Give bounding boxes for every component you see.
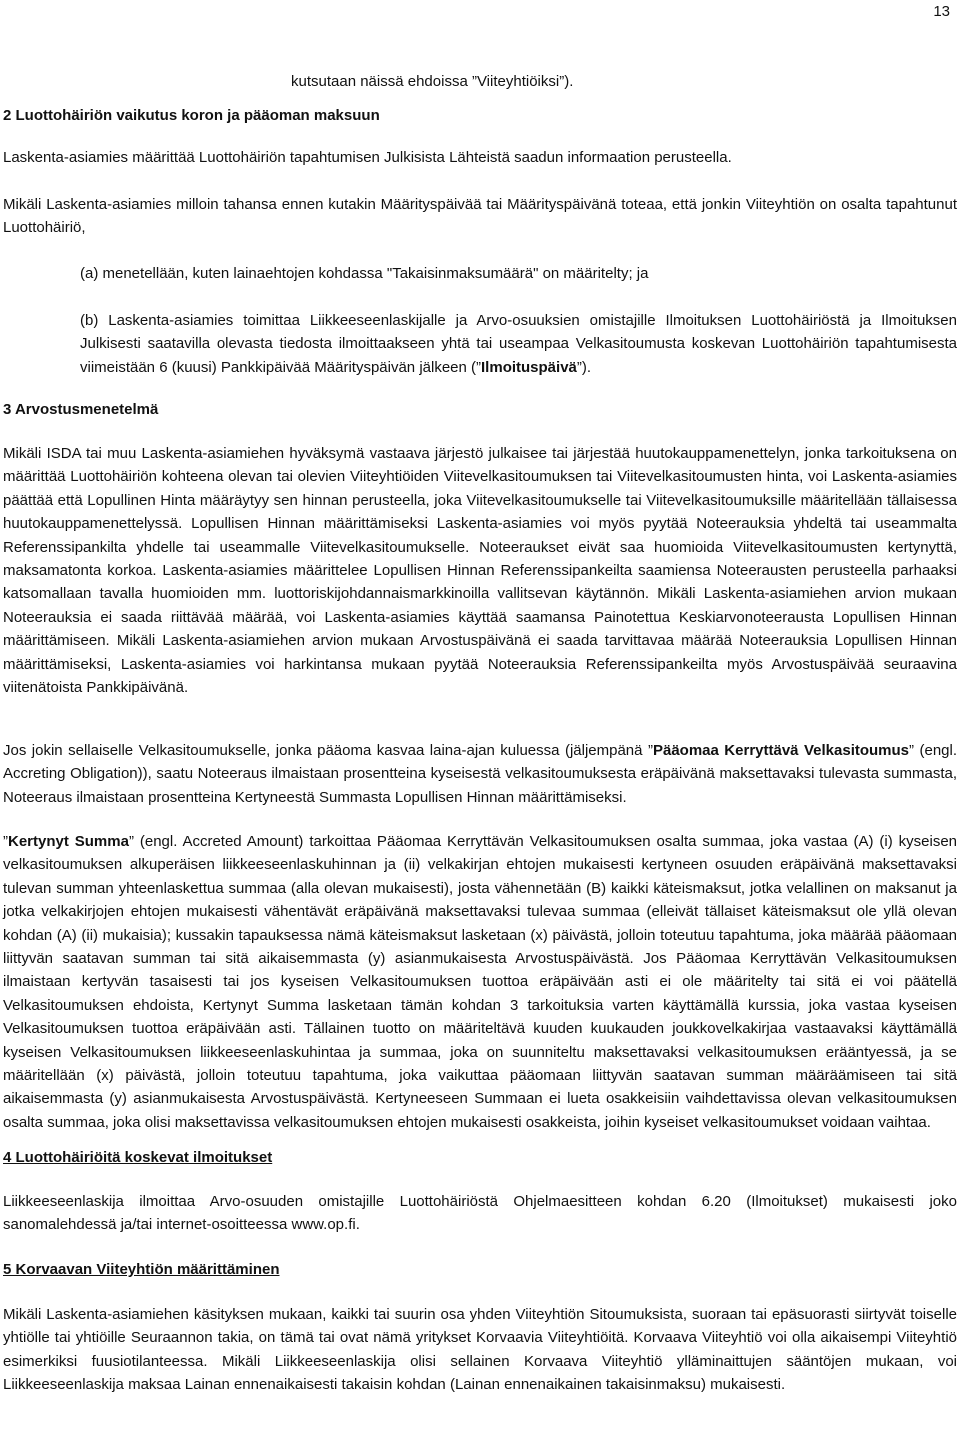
- page-number: 13: [933, 3, 950, 20]
- section-4-heading: 4 Luottohäiriöitä koskevat ilmoitukset: [3, 1149, 273, 1166]
- section-4-paragraph-1: Liikkeeseenlaskija ilmoittaa Arvo-osuuden omistajille Luottohäiriöstä Ohjelmaesitteen kohdan 6.20 (Ilmoitukset) mukaisesti joko sanomalehdessä ja/tai internet-osoitteessa www.op.fi.: [3, 1193, 957, 1234]
- section-2-item-a: (a) menetellään, kuten lainaehtojen kohdassa "Takaisinmaksumäärä" on määritelty; ja: [80, 265, 649, 282]
- kertynyt-summa-term: Kertynyt Summa: [8, 833, 129, 850]
- section-2-heading: 2 Luottohäiriön vaikutus koron ja pääoman maksuun: [3, 107, 380, 124]
- section-3-paragraph-1: Mikäli ISDA tai muu Laskenta-asiamiehen hyväksymä vastaava järjestö julkaisee tai järjestää huutokauppamenettelyn, jonka tarkoituksena on määrittää Luottohäiriön kohteena olevan tai olevien Viiteyhtiöiden Viitevelkasitoumuksen tai Viitevelkasitoumusten hinta, voi Laskenta-asiamies päättää että Lopullinen Hinta määräytyy sen hinnan perusteella, joka Viitevelkasitoumukselle tai Viitevelkasitoumuksille määritellään tällaisessa huutokauppamenettelyssä. Lopullisen Hinnan määrittämiseksi Laskenta-asiamies voi myös pyytää Noteerauksia yhdeltä tai useammalta Referenssipankilta yhdelle tai useammalle Viitevelkasitoumukselle. Noteeraukset eivät saa huomioida Viitevelkasitoumusten kertynyttä, maksamatonta korkoa. Laskenta-asiamies määrittelee Lopullisen Hinnan Referenssipankeilta saamiensa Noteerausten perusteella parhaaksi katsomallaan tavalla huomioiden mm. luottoriskijohdannaismarkkinoilla vallitsevan käytännön. Mikäli Laskenta-asiamiehen arvion mukaan Noteerauksia ei saada riittävää määrää, voi Laskenta-asiamies käyttää saamansa Painotettua Keskiarvonoteerausta Lopullisen Hinnan määrittämiseen. Mikäli Laskenta-asiamiehen arvion mukaan Arvostuspäivänä ei saada tarvittavaa määrää Noteerauksia Lopullisen Hinnan määrittämiseksi, Laskenta-asiamies voi harkintansa mukaan pyytää Noteerauksia Referenssipankeilta myös Arvostuspäivää seuraavina viitenätoista Pankkipäivänä.: [3, 445, 957, 697]
- paaomaa-kerryttava-term: Pääomaa Kerryttävä Velkasitoumus: [652, 742, 910, 759]
- section-2-item-b: (b) Laskenta-asiamies toimittaa Liikkeeseenlaskijalle ja Arvo-osuuksien omistajille Ilmoituksen Luottohäiriöstä ja Ilmoituksen Julkisesti saatavilla olevasta tiedosta ilmoittaakseen yhtä tai useampaa Velkasitoumusta koskevan Luottohäiriön tapahtumisesta viimeistään 6 (kuusi) Pankkipäivää Määrityspäivän jälkeen (”Ilmoituspäivä”).: [80, 312, 957, 376]
- section-3-paragraph-2: Jos jokin sellaiselle Velkasitoumukselle, jonka pääoma kasvaa laina-ajan kuluessa (jäljempänä ”Pääomaa Kerryttävä Velkasitoumus” (engl. Accreting Obligation)), saatu Noteeraus ilmaistaan prosentteina kyseisestä velkasitoumuksesta eräpäivänä maksettavaksi tulevasta summasta, Noteeraus ilmaistaan prosentteina Kertyneestä Summasta Lopullisen Hinnan määrittämiseksi.: [3, 742, 958, 806]
- top-fragment: kutsutaan näissä ehdoissa ”Viiteyhtiöiksi”).: [291, 73, 574, 90]
- section-2-paragraph-2: Mikäli Laskenta-asiamies milloin tahansa ennen kutakin Määrityspäivää tai Määrityspäivänä toteaa, että jonkin Viiteyhtiön on osalta tapahtunut Luottohäiriö,: [3, 196, 957, 237]
- section-3-heading: 3 Arvostusmenetelmä: [3, 401, 159, 418]
- section-5-heading: 5 Korvaavan Viiteyhtiön määrittäminen: [3, 1261, 280, 1278]
- ilmoituspaiva-term: Ilmoituspäivä: [481, 358, 577, 376]
- section-2-paragraph-1: Laskenta-asiamies määrittää Luottohäiriön tapahtumisen Julkisista Lähteistä saadun informaation perusteella.: [3, 149, 732, 166]
- section-3-paragraph-3: ”Kertynyt Summa” (engl. Accreted Amount) tarkoittaa Pääomaa Kerryttävän Velkasitoumuksen osalta summaa, joka vastaa (A) (i) kyseisen velkasitoumuksen alkuperäisen liikkeeseenlaskuhinnan ja (ii) velkakirjan ehtojen mukaisesti kertyneen osuuden eräpäivänä maksettavaksi tulevan summan yhteenlaskettua summaa (alla olevan mukaisesti), josta vähennetään (B) kaikki käteismaksut, jotka velallinen on maksanut ja jotka velkakirjojen ehtojen mukaisesti vähentävät eräpäivänä maksettavaksi tulevaa summaa (elleivät tällaiset käteismaksut ole yllä olevan kohdan (A) (ii) mukaisia); kussakin tapauksessa nämä käteismaksut lasketaan (x) päivästä, jolloin toteutuu tapahtuma, joka määrää pääomaan liittyvän saatavan summan tai sitä aikaisemmasta (y) asianmukaisesta Arvostuspäivästä. Jos Pääomaa Kerryttävän Velkasitoumuksen ilmaistaan kertyvän tasaisesti tai jos kyseisen Velkasitoumuksen tuottoa eräpäivään asti ei ole määritelty tai sitä ei voi päätellä Velkasitoumuksen ehdoista, Kertynyt Summa lasketaan tämän kohdan 3 tarkoituksia varten käyttämällä kurssia, joka vastaa kyseisen Velkasitoumuksen tuottoa eräpäivään asti. Tällainen tuotto on määriteltävä kuuden kuukauden joukkovelkakirjaa vastaavaksi käyttämällä kyseisen Velkasitoumuksen liikkeeseenlaskuhintaa ja summaa, joka on suunniteltu maksettavaksi velkasitoumuksen erääntyessä, ja se määritellään (x) päivästä, jolloin toteutuu tapahtuma, joka vaikuttaa pääomaan liittyvän saatavan summan määräämiseen tai sitä aikaisemmasta (y) asianmukaisesta Arvostuspäivästä. Kertyneeseen Summaan ei lueta osakkeisiin vaihdettavissa olevan velkasitoumuksen osalta summaa, joka olisi maksettavissa velkasitoumuksen ehtojen mukaisesti osakkeista, joihin kyseiset velkasitoumukset voidaan vaihtaa.: [3, 833, 958, 1131]
- section-5-paragraph-1: Mikäli Laskenta-asiamiehen käsityksen mukaan, kaikki tai suurin osa yhden Viiteyhtiön Sitoumuksista, suoraan tai epäsuorasti siirtyvät toiselle yhtiölle tai yhtiöille Seuraannon takia, on tämä tai ovat nämä yritykset Korvaavia Viiteyhtiöitä. Korvaava Viiteyhtiö voi olla aikaisempi Viiteyhtiö esimerkiksi fuusiotilanteessa. Mikäli Liikkeeseenlaskija olisi sellainen Korvaava Viiteyhtiö ylläminaittujen sääntöjen mukaan, voi Liikkeeseenlaskija maksaa Lainan ennenaikaisesti takaisin kohdan (Lainan ennenaikainen takaisinmaksu) mukaisesti.: [3, 1306, 957, 1394]
